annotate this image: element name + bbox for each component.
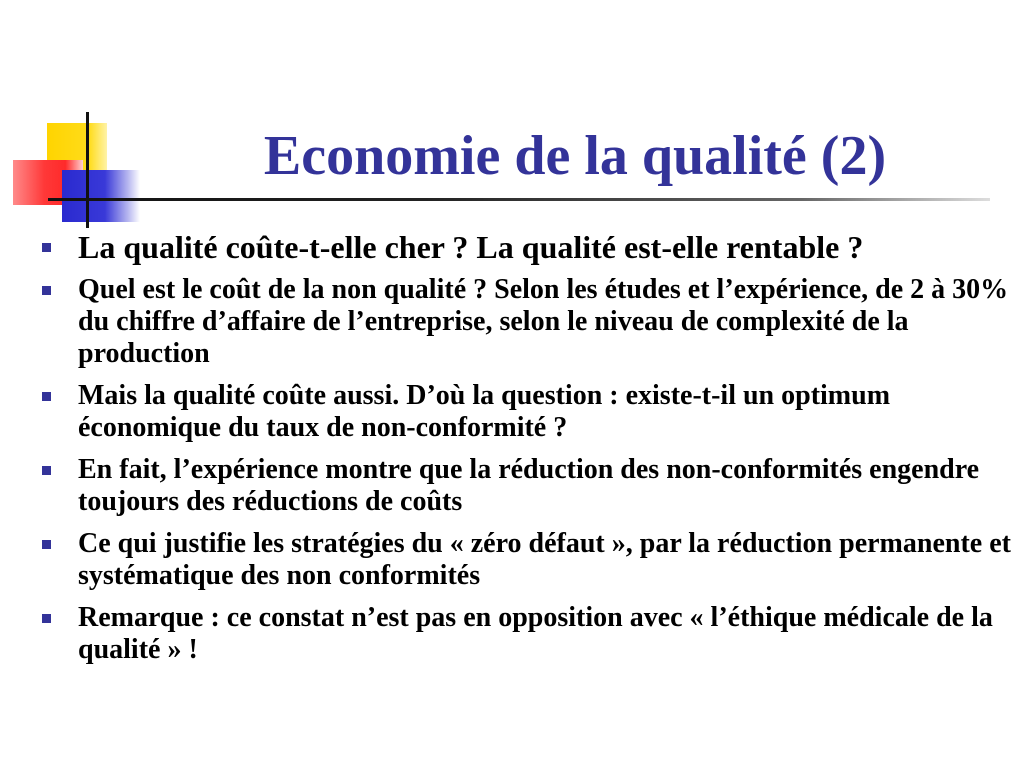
title-underline-rule	[48, 198, 990, 201]
vertical-rule-decoration	[86, 112, 89, 228]
slide-title: Economie de la qualité (2)	[263, 125, 887, 187]
bullet-item: Ce qui justifie les stratégies du « zéro défaut », par la réduction permanente et systématique des non conformités	[40, 528, 1015, 592]
bullet-list	[40, 228, 1015, 676]
decorative-squares-graphic	[0, 0, 150, 240]
bullet-item: La qualité coûte-t-elle cher ? La qualité est-elle rentable ?	[40, 228, 1015, 266]
bullet-item: Mais la qualité coûte aussi. D’où la question : existe-t-il un optimum économique du taux de non-conformité ?	[40, 380, 1015, 444]
bullet-item: Remarque : ce constat n’est pas en opposition avec « l’éthique médicale de la qualité » !	[40, 602, 1015, 666]
blue-square-decoration	[62, 170, 140, 222]
bullet-item: En fait, l’expérience montre que la réduction des non-conformités engendre toujours des réductions de coûts	[40, 454, 1015, 518]
bullet-item: Quel est le coût de la non qualité ? Selon les études et l’expérience, de 2 à 30% du chiffre d’affaire de l’entreprise, selon le niveau de complexité de la production	[40, 274, 1015, 370]
